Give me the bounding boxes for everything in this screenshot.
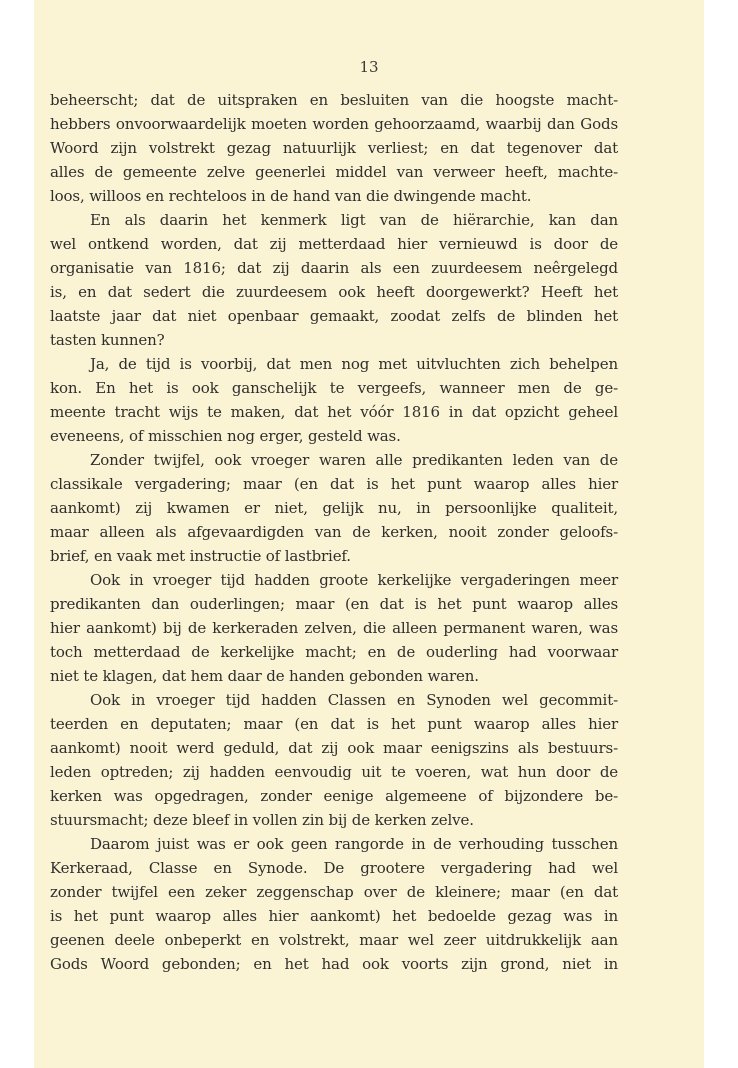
text-line: geenen deele onbeperkt en volstrekt, maar wel zeer uitdrukkelijk aan	[50, 931, 618, 949]
paragraph	[50, 352, 618, 448]
text-line: hier aankomt) bij de kerkeraden zelven, die alleen permanent waren, was	[50, 619, 618, 637]
text-line: predikanten dan ouderlingen; maar (en dat is het punt waarop alles	[50, 595, 618, 613]
text-line: Ja, de tijd is voorbij, dat men nog met uitvluchten zich behelpen	[90, 355, 618, 373]
paragraph	[50, 88, 618, 208]
text-line: meente tracht wijs te maken, dat het vóór 1816 in dat opzicht geheel	[50, 403, 618, 421]
paragraph	[50, 208, 618, 352]
text-line: tasten kunnen?	[50, 331, 165, 349]
text-line: wel ontkend worden, dat zij metterdaad hier vernieuwd is door de	[50, 235, 618, 253]
book-page	[34, 0, 704, 1068]
text-line: kon. En het is ook ganschelijk te vergeefs, wanneer men de ge-	[50, 379, 618, 397]
text-line: stuursmacht; deze bleef in vollen zin bij de kerken zelve.	[50, 811, 474, 829]
text-line: Daarom juist was er ook geen rangorde in de verhouding tusschen	[90, 835, 618, 853]
text-line: classikale vergadering; maar (en dat is het punt waarop alles hier	[50, 475, 618, 493]
text-line: laatste jaar dat niet openbaar gemaakt, zoodat zelfs de blinden het	[50, 307, 618, 325]
paragraph	[50, 448, 618, 568]
text-line: En als daarin het kenmerk ligt van de hiërarchie, kan dan	[90, 211, 618, 229]
text-line: leden optreden; zij hadden eenvoudig uit te voeren, wat hun door de	[50, 763, 618, 781]
text-line: maar alleen als afgevaardigden van de kerken, nooit zonder geloofs-	[50, 523, 618, 541]
text-line: Gods Woord gebonden; en het had ook voorts zijn grond, niet in	[50, 955, 618, 973]
text-line: brief, en vaak met instructie of lastbrief.	[50, 547, 351, 565]
text-line: Woord zijn volstrekt gezag natuurlijk verliest; en dat tegenover dat	[50, 139, 618, 157]
text-line: kerken was opgedragen, zonder eenige algemeene of bijzondere be-	[50, 787, 618, 805]
text-line: eveneens, of misschien nog erger, gesteld was.	[50, 427, 401, 445]
body-text	[50, 88, 618, 976]
page-number: 13	[359, 58, 379, 76]
text-line: is, en dat sedert die zuurdeesem ook heeft doorgewerkt? Heeft het	[50, 283, 618, 301]
text-line: organisatie van 1816; dat zij daarin als een zuurdeesem neêrgelegd	[50, 259, 618, 277]
paragraph	[50, 568, 618, 688]
text-line: Kerkeraad, Classe en Synode. De grootere vergadering had wel	[50, 859, 618, 877]
text-line: loos, willoos en rechteloos in de hand van die dwingende macht.	[50, 187, 532, 205]
text-line: Ook in vroeger tijd hadden groote kerkelijke vergaderingen meer	[90, 571, 618, 589]
text-line: hebbers onvoorwaardelijk moeten worden gehoorzaamd, waarbij dan Gods	[50, 115, 618, 133]
text-line: is het punt waarop alles hier aankomt) het bedoelde gezag was in	[50, 907, 618, 925]
text-line: toch metterdaad de kerkelijke macht; en de ouderling had voorwaar	[50, 643, 618, 661]
text-line: beheerscht; dat de uitspraken en besluiten van die hoogste macht-	[50, 91, 618, 109]
text-line: zonder twijfel een zeker zeggenschap over de kleinere; maar (en dat	[50, 883, 618, 901]
paragraph	[50, 688, 618, 832]
text-line: niet te klagen, dat hem daar de handen gebonden waren.	[50, 667, 479, 685]
text-line: aankomt) zij kwamen er niet, gelijk nu, in persoonlijke qualiteit,	[50, 499, 618, 517]
paragraph	[50, 832, 618, 976]
text-line: alles de gemeente zelve geenerlei middel van verweer heeft, machte-	[50, 163, 618, 181]
text-line: teerden en deputaten; maar (en dat is het punt waarop alles hier	[50, 715, 618, 733]
text-line: Ook in vroeger tijd hadden Classen en Synoden wel gecommit-	[90, 691, 618, 709]
text-line: Zonder twijfel, ook vroeger waren alle predikanten leden van de	[90, 451, 618, 469]
text-line: aankomt) nooit werd geduld, dat zij ook maar eenigszins als bestuurs-	[50, 739, 618, 757]
